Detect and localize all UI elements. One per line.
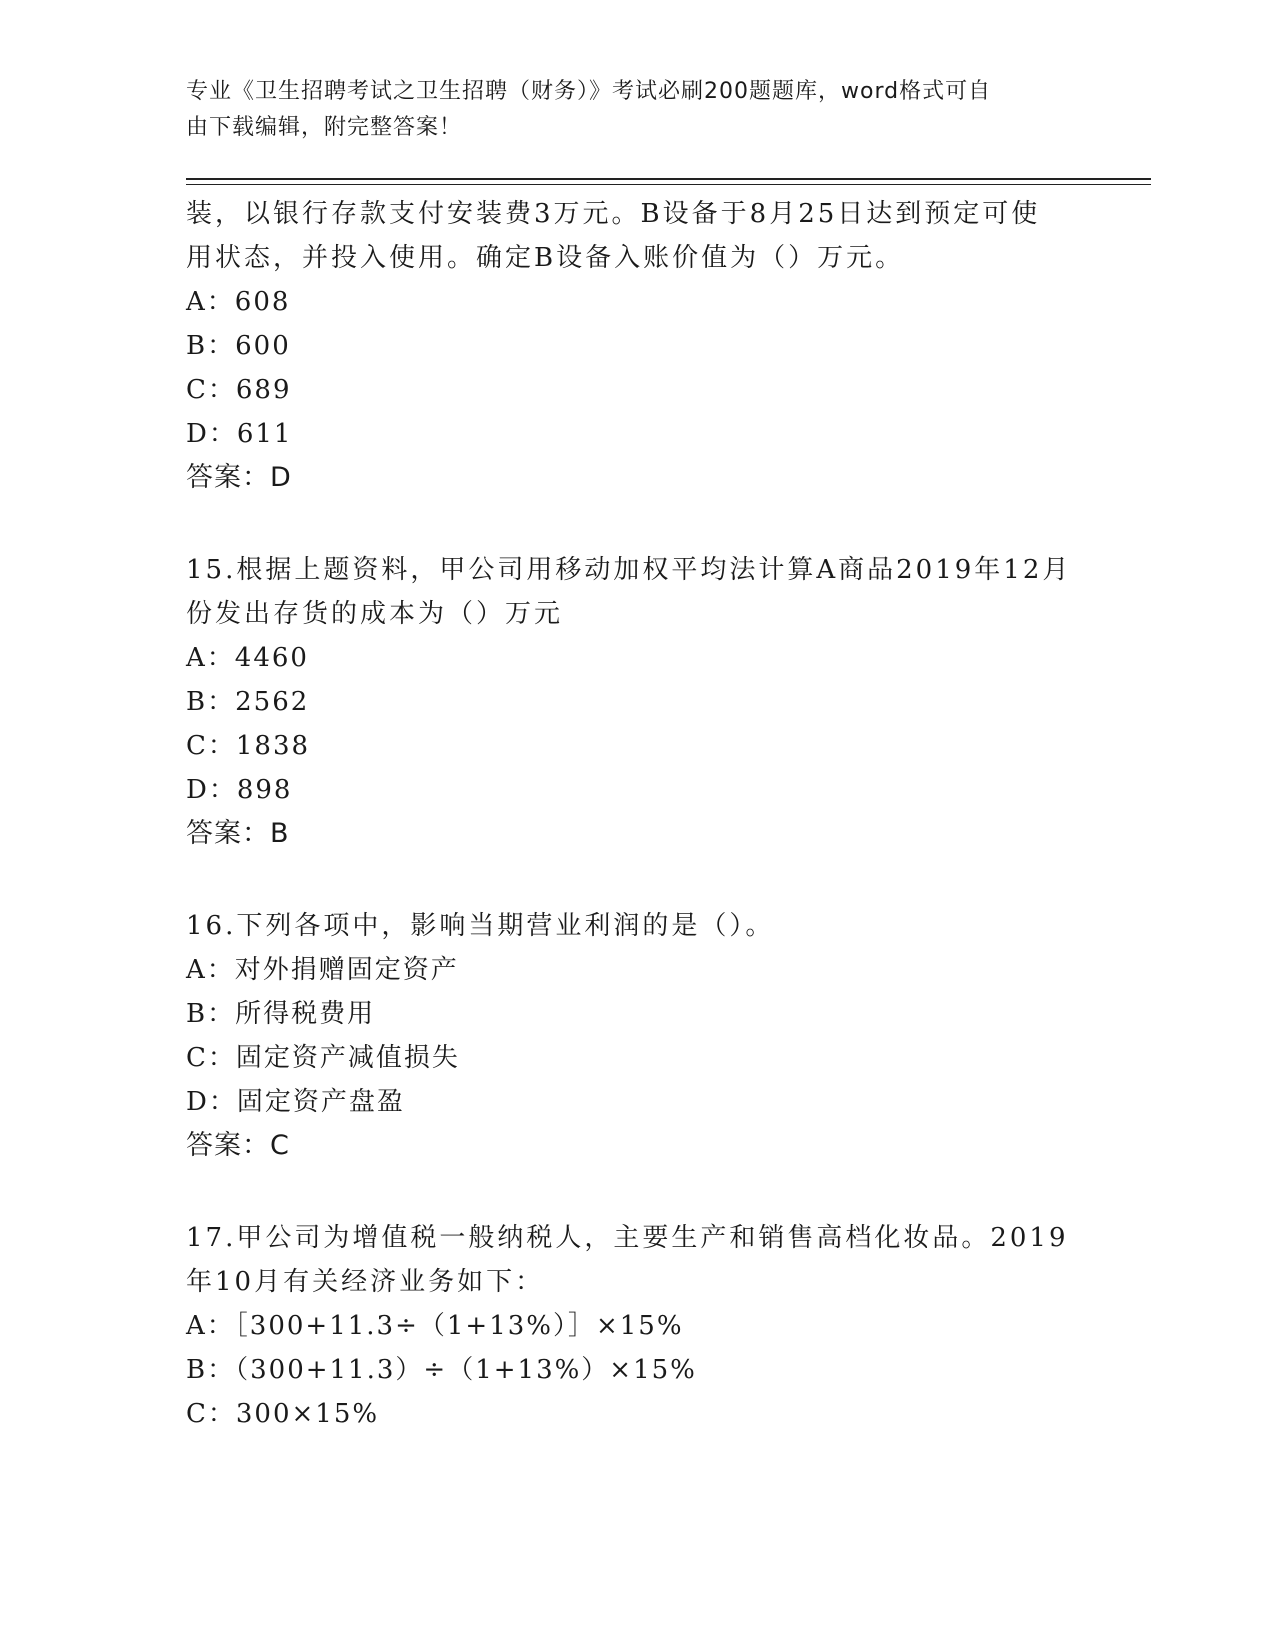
question-text-line: 用状态，并投入使用。确定B设备入账价值为（）万元。 — [186, 243, 905, 273]
option-c: C：689 — [186, 375, 292, 405]
question-14 — [186, 192, 1086, 500]
answer: 答案：B — [186, 818, 290, 849]
option-c: C：300×15% — [186, 1399, 380, 1429]
question-15 — [186, 548, 1086, 856]
option-b: B：（300+11.3）÷（1+13%）×15% — [186, 1355, 697, 1385]
option-d: D：固定资产盘盈 — [186, 1087, 405, 1117]
option-c: C：1838 — [186, 731, 311, 761]
option-b: B：所得税费用 — [186, 999, 376, 1029]
option-d: D：611 — [186, 419, 293, 449]
header-line-2: 由下载编辑，附完整答案！ — [186, 115, 463, 140]
header-line-1: 专业《卫生招聘考试之卫生招聘（财务）》考试必刷200题题库，word格式可自 — [186, 79, 992, 104]
header-rule-thick — [186, 178, 1151, 180]
question-list — [186, 192, 1086, 1436]
document-header — [186, 74, 1066, 146]
option-d: D：898 — [186, 775, 293, 805]
header-rule-thin — [186, 184, 1151, 185]
answer: 答案：D — [186, 462, 292, 493]
option-c: C：固定资产减值损失 — [186, 1043, 460, 1073]
question-text-line: 份发出存货的成本为（）万元 — [186, 599, 564, 629]
question-text-line: 16.下列各项中，影响当期营业利润的是（）。 — [186, 911, 775, 941]
question-text-line: 17.甲公司为增值税一般纳税人，主要生产和销售高档化妆品。2019 — [186, 1223, 1069, 1253]
question-text-line: 装，以银行存款支付安装费3万元。B设备于8月25日达到预定可使 — [186, 199, 1041, 229]
option-b: B：600 — [186, 331, 291, 361]
option-a: A：［300+11.3÷（1+13%）］×15% — [186, 1311, 684, 1341]
question-text-line: 年10月有关经济业务如下： — [186, 1267, 545, 1297]
option-a: A：608 — [186, 287, 291, 317]
question-text-line: 15.根据上题资料，甲公司用移动加权平均法计算A商品2019年12月 — [186, 555, 1072, 585]
question-16 — [186, 904, 1086, 1168]
option-a: A：对外捐赠固定资产 — [186, 955, 459, 985]
option-b: B：2562 — [186, 687, 310, 717]
question-17 — [186, 1216, 1086, 1436]
answer: 答案：C — [186, 1130, 290, 1161]
option-a: A：4460 — [186, 643, 309, 673]
